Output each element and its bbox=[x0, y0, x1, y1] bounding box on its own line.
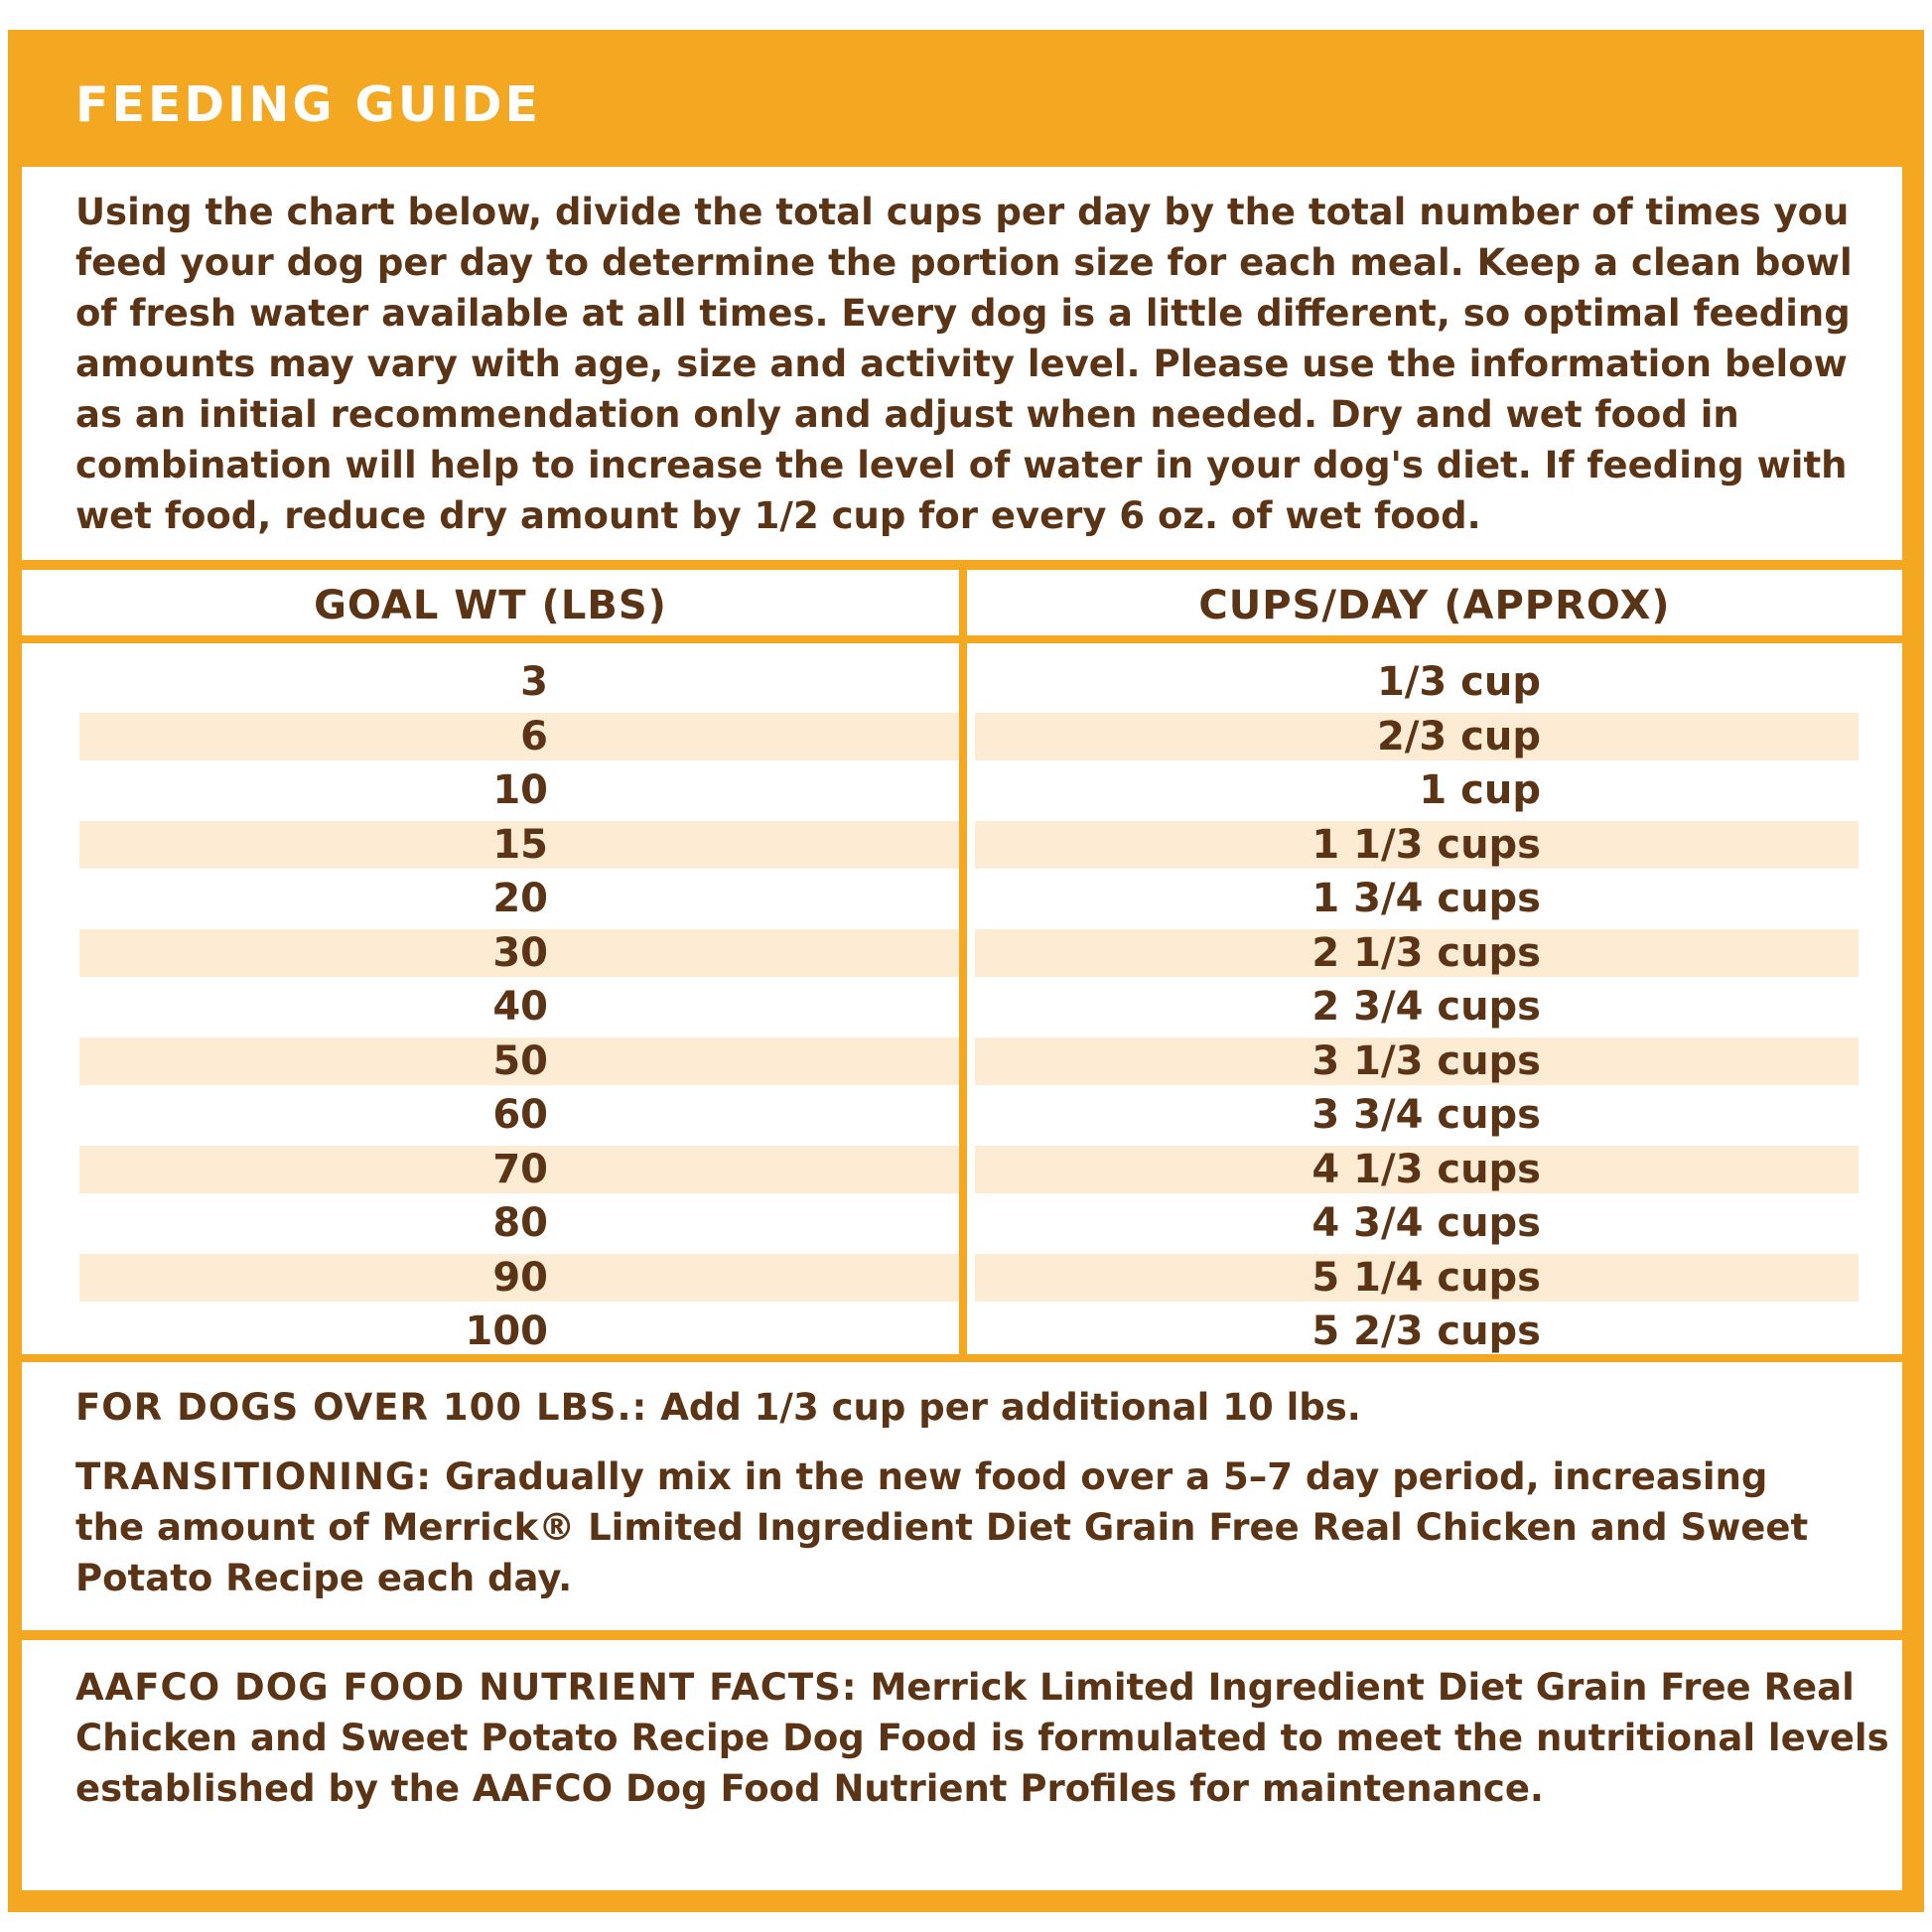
transition-note bbox=[75, 1451, 1823, 1603]
transition-text: Gradually mix in the new food over a 5–7 day period, increasing the amount of Merrick® Limited Ingredient Diet Grain Free Real Chicken and Sweet Potato Recipe each day. bbox=[75, 1455, 1809, 1599]
goal-weight-cell: 6 bbox=[520, 713, 548, 759]
cups-per-day-cell: 5 2/3 cups bbox=[1311, 1309, 1541, 1354]
table-row bbox=[22, 1196, 1902, 1251]
aafco-panel bbox=[22, 1640, 1902, 1890]
page-title: FEEDING GUIDE bbox=[75, 76, 541, 133]
table-row bbox=[22, 980, 1902, 1035]
intro-text: Using the chart below, divide the total cups per day by the total number of times you feed your dog per day to determine the portion size for each meal. Keep a clean bowl of fresh water available at all times. Every dog is a little different, so optimal feeding amounts may vary with age, size and activity level. Please use the information below as an initial recommendation only and adjust when needed. Dry and wet food in combination will help to increase the level of water in your dog's diet. If feeding with wet food, reduce dry amount by 1/2 cup for every 6 oz. of wet food. bbox=[75, 191, 1853, 537]
goal-weight-cell: 60 bbox=[492, 1092, 548, 1138]
goal-weight-cell: 100 bbox=[465, 1309, 548, 1354]
goal-weight-cell: 15 bbox=[492, 821, 548, 868]
cups-per-day-cell: 1 1/3 cups bbox=[1311, 821, 1541, 868]
table-body bbox=[22, 655, 1902, 1359]
goal-weight-cell: 70 bbox=[492, 1146, 548, 1192]
header-rule bbox=[22, 635, 1902, 643]
over-100-note bbox=[75, 1382, 1823, 1433]
cups-per-day-cell: 5 1/4 cups bbox=[1311, 1254, 1541, 1301]
goal-weight-cell: 90 bbox=[492, 1254, 548, 1301]
over-100-label: FOR DOGS OVER 100 LBS.: bbox=[75, 1386, 648, 1429]
cups-per-day-cell: 2 1/3 cups bbox=[1311, 929, 1541, 976]
cups-per-day-cell: 2 3/4 cups bbox=[1311, 984, 1541, 1030]
header-goal-weight: GOAL WT (LBS) bbox=[314, 583, 667, 628]
over-100-text: Add 1/3 cup per additional 10 lbs. bbox=[647, 1386, 1361, 1429]
cups-per-day-cell: 1 cup bbox=[1419, 767, 1541, 813]
table-row bbox=[22, 710, 1902, 764]
cups-per-day-cell: 3 3/4 cups bbox=[1311, 1092, 1541, 1138]
cups-per-day-cell: 1/3 cup bbox=[1376, 659, 1541, 705]
table-row bbox=[22, 1251, 1902, 1306]
table-row bbox=[22, 655, 1902, 710]
table-row bbox=[22, 763, 1902, 818]
aafco-label: AAFCO DOG FOOD NUTRIENT FACTS: bbox=[75, 1666, 858, 1709]
table-row bbox=[22, 1035, 1902, 1089]
table-row bbox=[22, 818, 1902, 873]
aafco-text: Merrick Limited Ingredient Diet Grain Free Real Chicken and Sweet Potato Recipe Dog Food is formulated to meet the nutritional levels established by the AAFCO Dog Food Nutrient Profiles for maintenance. bbox=[75, 1666, 1889, 1810]
goal-weight-cell: 40 bbox=[492, 984, 548, 1030]
notes-panel bbox=[22, 1362, 1902, 1630]
intro-panel bbox=[22, 167, 1902, 560]
cups-per-day-cell: 3 1/3 cups bbox=[1311, 1037, 1541, 1084]
feeding-table bbox=[22, 570, 1902, 1354]
cups-per-day-cell: 4 1/3 cups bbox=[1311, 1146, 1541, 1192]
table-row bbox=[22, 1305, 1902, 1359]
table-row bbox=[22, 926, 1902, 981]
cups-per-day-cell: 1 3/4 cups bbox=[1311, 876, 1541, 921]
goal-weight-cell: 30 bbox=[492, 929, 548, 976]
goal-weight-cell: 80 bbox=[492, 1200, 548, 1246]
goal-weight-cell: 50 bbox=[492, 1037, 548, 1084]
goal-weight-cell: 10 bbox=[492, 767, 548, 813]
cups-per-day-cell: 2/3 cup bbox=[1376, 713, 1541, 759]
cups-per-day-cell: 4 3/4 cups bbox=[1311, 1200, 1541, 1246]
table-row bbox=[22, 872, 1902, 926]
table-row bbox=[22, 1143, 1902, 1197]
goal-weight-cell: 20 bbox=[492, 876, 548, 921]
aafco-statement bbox=[75, 1662, 1892, 1814]
header-cups-per-day: CUPS/DAY (APPROX) bbox=[1198, 583, 1671, 628]
transition-label: TRANSITIONING: bbox=[75, 1455, 433, 1498]
goal-weight-cell: 3 bbox=[520, 659, 548, 705]
table-row bbox=[22, 1088, 1902, 1143]
